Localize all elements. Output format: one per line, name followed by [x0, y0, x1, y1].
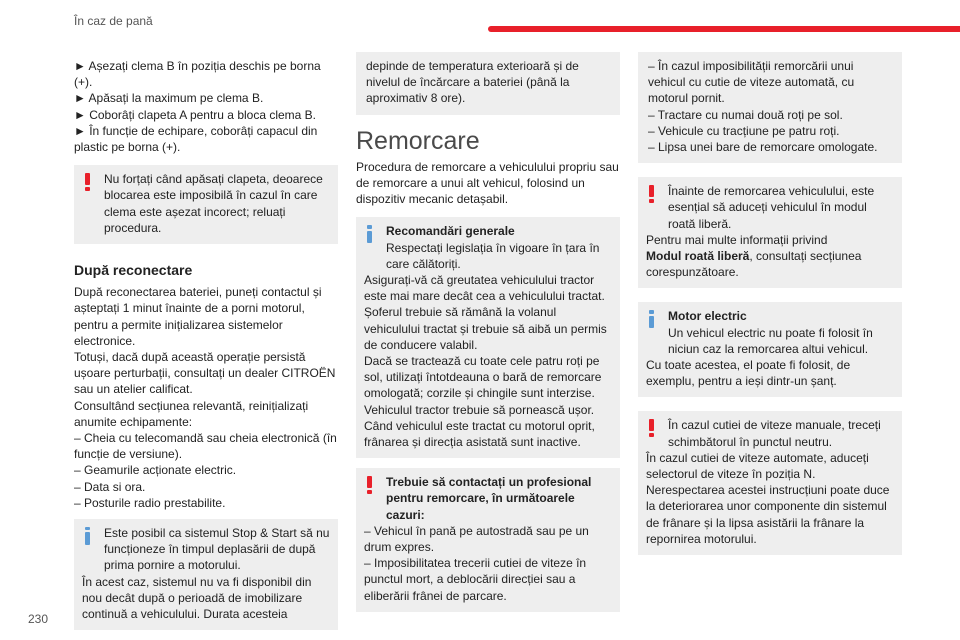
- warning-box: [356, 468, 620, 612]
- warning-text: Nu forțați când apăsați clapeta, deoarece blocarea este imposibilă în cazul în care clema este așezat incorect; reluați procedura.: [104, 172, 323, 235]
- warning-box: [74, 165, 338, 244]
- body-paragraph: Totuși, dacă după această operație persistă ușoare perturbații, consultați un dealer CITROËN sau un atelier calificat.: [74, 350, 336, 397]
- info-text: Dacă se tractează cu toate cele patru roți pe sol, utilizați întotdeauna o bară de remorcare omologată; corzile și chingile sunt interzise.: [364, 354, 602, 401]
- column-2: [356, 52, 620, 612]
- warning-icon: [82, 173, 92, 191]
- info-box: [356, 217, 620, 458]
- info-text: În acest caz, sistemul nu va fi disponibil din nou decât după o perioadă de imobilizare continuă a vehiculului. Durata acesteia: [82, 574, 312, 622]
- section-title: Remorcare: [356, 126, 480, 155]
- warning-text: Pentru mai multe informații privind: [646, 232, 828, 247]
- info-text: Asigurați-vă că greutatea vehiculului tractor este mai mare decât cea a vehiculului tractat.: [364, 273, 605, 304]
- step-3: ► Coborâți clapeta A pentru a bloca clema B.: [74, 107, 317, 122]
- warning-text: Înainte de remorcarea vehiculului, este esențial să aduceți vehiculul în modul roată liberă.: [668, 184, 875, 231]
- list-item: – Geamurile acționate electric.: [74, 463, 237, 478]
- list-item: – Posturile radio prestabilite.: [74, 495, 226, 510]
- page-number: 230: [28, 612, 49, 626]
- warning-box: [638, 177, 902, 288]
- warning-icon: [646, 185, 656, 203]
- list-item: – În cazul imposibilității remorcării unui vehicul cu cutie de viteze automată, cu motorul pornit.: [648, 59, 855, 106]
- body-paragraph: După reconectarea bateriei, puneți contactul și așteptați 1 minut înainte de a porni motorul, pentru a permite inițializarea sistemelor electronice.: [74, 285, 322, 348]
- subheading-reconnect: După reconectare: [74, 262, 193, 279]
- step-2: ► Apăsați la maximum pe clema B.: [74, 91, 264, 106]
- header-accent-bar: [488, 26, 960, 32]
- column-1: [74, 52, 338, 630]
- column-3: [638, 52, 902, 555]
- info-text: Cu toate acestea, el poate fi folosit, de exemplu, pentru a ieși dintr-un șanț.: [646, 358, 851, 389]
- warning-icon: [364, 476, 374, 494]
- list-item: – Vehicul în pană pe autostradă sau pe un drum expres.: [364, 523, 589, 555]
- info-title: Motor electric: [668, 309, 747, 324]
- info-text: Respectați legislația în vigoare în țara în care călătoriți.: [386, 240, 600, 271]
- info-title: Recomandări generale: [386, 224, 515, 239]
- info-icon: [82, 527, 92, 545]
- info-icon: [364, 225, 374, 243]
- list-item: – Cheia cu telecomandă sau cheia electronică (în funcție de versiune).: [74, 431, 337, 462]
- list-item: – Imposibilitatea trecerii cutiei de viteze în punctul mort, a deblocării direcției sau a eliberării frânei de parcare.: [364, 556, 587, 603]
- warning-icon: [646, 419, 656, 437]
- list-item: – Data si ora.: [74, 479, 146, 494]
- step-1: ► Așezați clema B în poziția deschis pe borna (+).: [74, 59, 321, 90]
- info-box: [638, 302, 902, 397]
- list-item: – Tractare cu numai două roți pe sol.: [648, 107, 843, 122]
- info-text: Vehiculul tractor trebuie să pornească ușor.: [364, 402, 595, 417]
- warning-box: [638, 411, 902, 555]
- info-text: Un vehicul electric nu poate fi folosit în niciun caz la remorcarea altui vehicul.: [668, 325, 873, 356]
- continuation-text: depinde de temperatura exterioară și de nivelul de încărcare a bateriei (până la aproximativ 8 ore).: [366, 59, 579, 106]
- running-header: În caz de pană: [74, 14, 153, 28]
- info-text: Șoferul trebuie să rămână la volanul vehiculului tractat și trebuie să aibă un permis de conducere valabil.: [364, 305, 607, 352]
- info-box: [74, 519, 338, 630]
- warning-text: În cazul cutiei de viteze automate, aduceți selectorul de viteze în poziția N.: [646, 450, 869, 482]
- info-text: Când vehiculul este tractat cu motorul oprit, frânarea și direcția asistată sunt inactive.: [364, 418, 595, 450]
- warning-text: Modul roată liberă, consultați secțiunea corespunzătoare.: [646, 249, 862, 280]
- body-paragraph: Consultând secțiunea relevantă, reinițializați anumite echipamente:: [74, 398, 309, 429]
- info-icon: [646, 310, 656, 328]
- list-item: – Lipsa unei bare de remorcare omologate.: [648, 140, 878, 155]
- info-text: Este posibil ca sistemul Stop & Start să nu funcționeze în timpul deplasării de după prima pornire a motorului.: [104, 526, 330, 573]
- intro-paragraph: Procedura de remorcare a vehiculului propriu sau de remorcare a unui alt vehicul, folosind un dispozitiv mecanic detașabil.: [356, 159, 619, 207]
- warning-title: Trebuie să contactați un profesional pentru remorcare, în următoarele cazuri:: [386, 475, 592, 522]
- warning-text: Nerespectarea acestei instrucțiuni poate duce la deteriorarea unor componente din sistemul de frânare și la lipsa asistării la frânare la repornirea motorului.: [646, 483, 890, 546]
- continuation-box: [356, 52, 620, 115]
- list-box: [638, 52, 902, 163]
- warning-text: În cazul cutiei de viteze manuale, treceți schimbătorul în punctul neutru.: [668, 418, 881, 449]
- list-item: – Vehicule cu tracțiune pe patru roți.: [648, 123, 840, 138]
- step-4: ► În funcție de echipare, coborâți capacul din plastic pe borna (+).: [74, 123, 318, 155]
